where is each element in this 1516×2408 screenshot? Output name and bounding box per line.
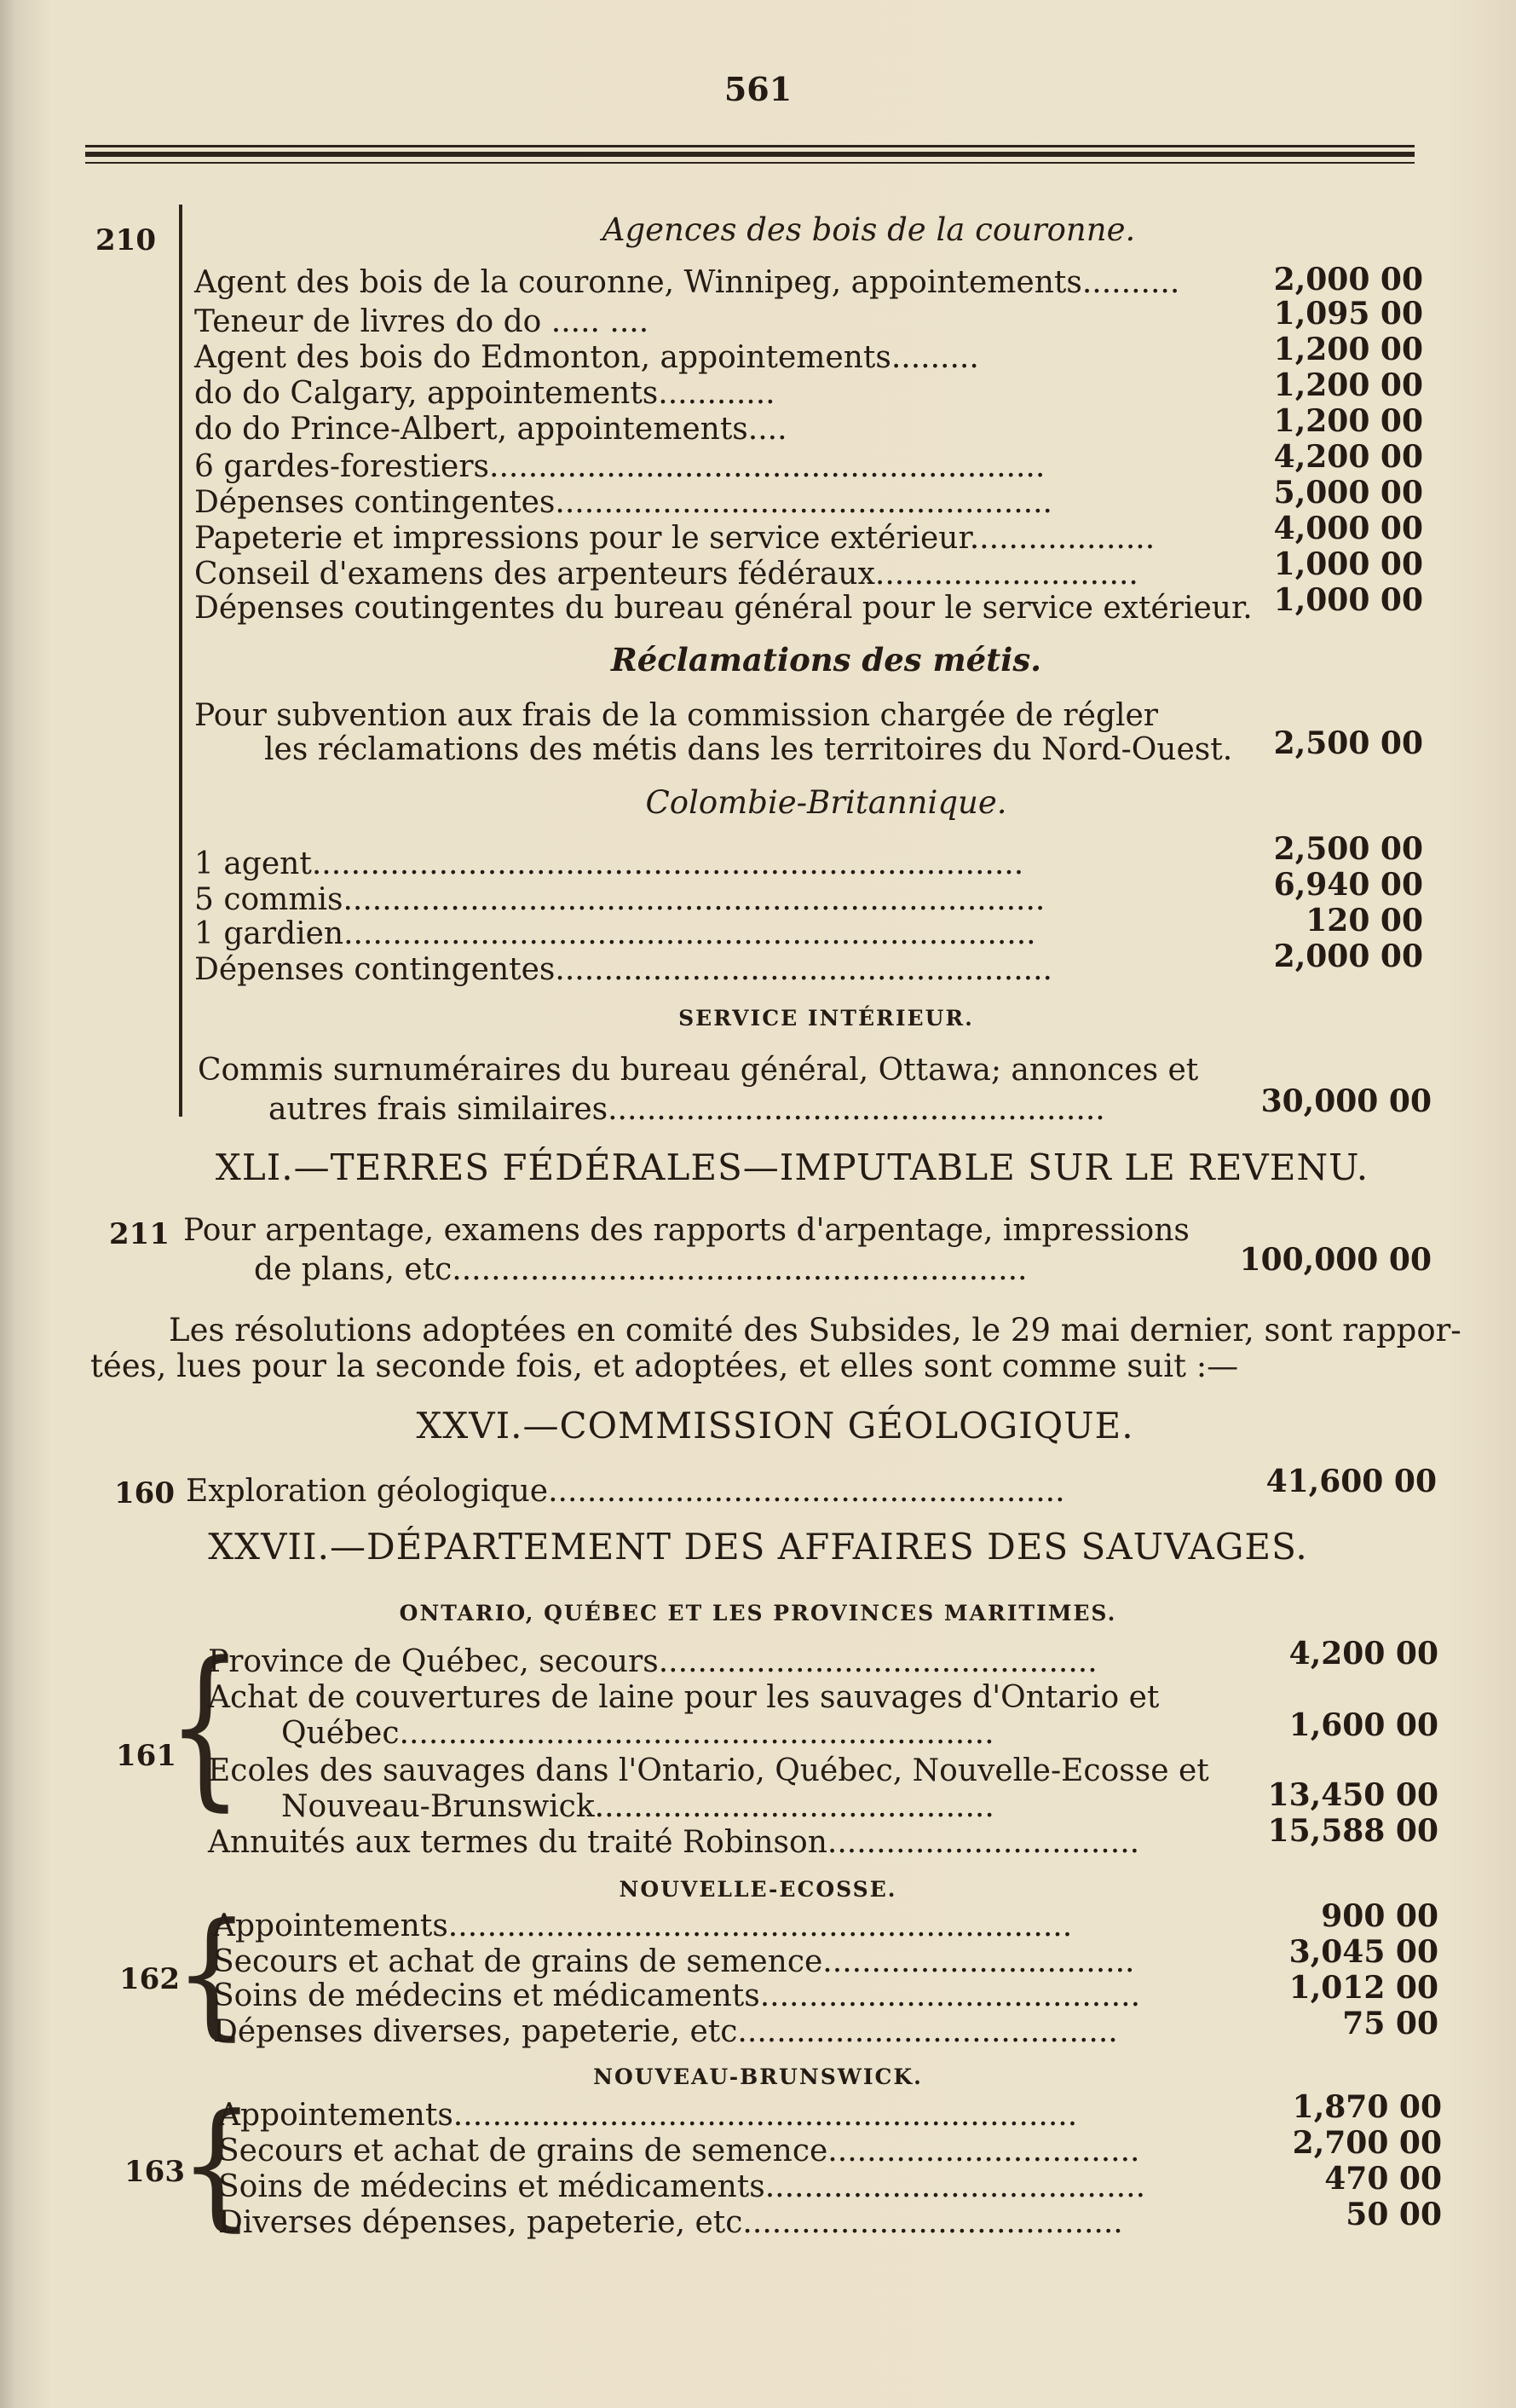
header-rule <box>85 162 1415 164</box>
amount: 1,200 00 <box>1273 332 1423 367</box>
line-item: Diverses dépenses, papeterie, etc....................................... <box>218 2205 1123 2240</box>
amount: 1,200 00 <box>1273 367 1423 403</box>
line-item: Appointements................................................................ <box>218 2098 1078 2133</box>
line-item: autres frais similaires................................................... <box>268 1092 1105 1127</box>
subsection-heading: NOUVEAU-BRUNSWICK. <box>593 2064 923 2089</box>
section-heading: XXVI.—COMMISSION GÉOLOGIQUE. <box>416 1405 1134 1447</box>
line-item: do do Prince-Albert, appointements.... <box>194 412 787 447</box>
line-item: Secours et achat de grains de semence................................ <box>213 1944 1135 1979</box>
section-heading: XXVII.—DÉPARTEMENT DES AFFAIRES DES SAUVAGES. <box>208 1526 1308 1568</box>
amount: 5,000 00 <box>1273 475 1423 511</box>
brace: { <box>174 1894 251 2054</box>
line-item: Nouveau-Brunswick......................................... <box>281 1789 994 1824</box>
line-item: Exploration géologique..................................................... <box>186 1474 1065 1509</box>
paragraph-line: tées, lues pour la seconde fois, et adoptées, et elles sont comme suit :— <box>90 1348 1239 1384</box>
amount: 41,600 00 <box>1265 1464 1437 1499</box>
amount: 30,000 00 <box>1260 1083 1432 1119</box>
line-item: 1 gardien....................................................................... <box>194 916 1036 951</box>
line-item: Dépenses contingentes................................................... <box>194 952 1052 987</box>
subsection-heading: Agences des bois de la couronne. <box>602 211 1136 248</box>
line-item: 1 agent......................................................................... <box>194 846 1024 881</box>
amount: 4,000 00 <box>1273 511 1423 546</box>
amount: 4,200 00 <box>1273 439 1423 475</box>
amount: 2,000 00 <box>1273 262 1423 297</box>
header-rule <box>85 152 1415 157</box>
amount: 100,000 00 <box>1239 1242 1432 1278</box>
amount: 1,095 00 <box>1273 296 1423 332</box>
line-item: 5 commis........................................................................ <box>194 882 1046 917</box>
line-item: 6 gardes-forestiers......................................................... <box>194 449 1046 484</box>
amount: 4,200 00 <box>1288 1636 1438 1672</box>
line-item: Annuités aux termes du traité Robinson................................ <box>208 1825 1140 1860</box>
brace: { <box>179 2085 256 2245</box>
page-number: 561 <box>723 70 793 108</box>
subsection-heading: NOUVELLE-ECOSSE. <box>619 1877 897 1902</box>
line-item: do do Calgary, appointements............ <box>194 376 775 411</box>
line-item: Commis surnuméraires du bureau général, Ottawa; annonces et <box>198 1053 1199 1088</box>
amount: 6,940 00 <box>1273 867 1423 903</box>
line-item: Province de Québec, secours............................................. <box>208 1644 1098 1679</box>
vote-number: 162 <box>119 1962 180 1996</box>
amount: 2,700 00 <box>1292 2125 1442 2161</box>
amount: 900 00 <box>1321 1898 1438 1934</box>
line-item: Achat de couvertures de laine pour les sauvages d'Ontario et <box>208 1680 1160 1715</box>
line-item: Pour subvention aux frais de la commission chargée de régler <box>194 698 1159 733</box>
line-item: Agent des bois do Edmonton, appointements......... <box>194 340 979 375</box>
subsection-heading: Réclamations des métis. <box>610 641 1042 679</box>
line-item: Dépenses contingentes................................................... <box>194 485 1052 520</box>
line-item: Ecoles des sauvages dans l'Ontario, Québec, Nouvelle-Ecosse et <box>208 1753 1209 1788</box>
line-item: Soins de médecins et médicaments....................................... <box>213 1978 1141 2013</box>
amount: 2,500 00 <box>1273 831 1423 867</box>
line-item: Teneur de livres do do ..... .... <box>194 304 649 339</box>
amount: 50 00 <box>1346 2197 1442 2232</box>
line-item: Québec............................................................. <box>281 1716 994 1751</box>
line-item: Dépenses diverses, papeterie, etc....................................... <box>213 2014 1118 2049</box>
vote-number: 161 <box>116 1739 176 1773</box>
amount: 3,045 00 <box>1288 1934 1438 1970</box>
line-item: Secours et achat de grains de semence................................ <box>218 2134 1140 2168</box>
amount: 1,870 00 <box>1292 2089 1442 2125</box>
vote-number: 211 <box>109 1217 170 1251</box>
header-rule <box>85 145 1415 147</box>
line-item: Agent des bois de la couronne, Winnipeg, appointements.......... <box>194 265 1180 300</box>
line-item: Conseil d'examens des arpenteurs fédéraux........................... <box>194 557 1138 592</box>
section-heading: XLI.—TERRES FÉDÉRALES—IMPUTABLE SUR LE REVENU. <box>215 1146 1369 1188</box>
subsection-heading: ONTARIO, QUÉBEC ET LES PROVINCES MARITIMES. <box>399 1601 1117 1626</box>
vote-number: 160 <box>114 1476 175 1510</box>
brace: { <box>167 1626 244 1828</box>
amount: 1,012 00 <box>1288 1970 1438 2006</box>
vote-number: 163 <box>124 2155 185 2189</box>
line-item: Pour arpentage, examens des rapports d'arpentage, impressions <box>183 1213 1190 1248</box>
subsection-heading: Colombie-Britannique. <box>645 784 1007 821</box>
amount: 1,000 00 <box>1273 546 1423 582</box>
line-item: Dépenses coutingentes du bureau général pour le service extérieur. <box>194 591 1253 626</box>
amount: 13,450 00 <box>1267 1777 1438 1813</box>
line-item: Papeterie et impressions pour le service extérieur................... <box>194 521 1156 556</box>
line-item: Soins de médecins et médicaments....................................... <box>218 2169 1146 2204</box>
amount: 75 00 <box>1342 2006 1438 2041</box>
amount: 15,588 00 <box>1267 1813 1438 1849</box>
amount: 2,000 00 <box>1273 938 1423 974</box>
vote-number: 210 <box>95 223 156 257</box>
line-item: de plans, etc........................................................... <box>254 1252 1028 1287</box>
line-item: Appointements................................................................ <box>213 1908 1073 1943</box>
paragraph-line: Les résolutions adoptées en comité des Subsides, le 29 mai dernier, sont rappor- <box>169 1312 1461 1348</box>
amount: 470 00 <box>1324 2161 1442 2197</box>
amount: 2,500 00 <box>1273 725 1423 761</box>
amount: 1,000 00 <box>1273 582 1423 618</box>
amount: 120 00 <box>1306 903 1423 938</box>
amount: 1,600 00 <box>1288 1707 1438 1743</box>
line-item: les réclamations des métis dans les territoires du Nord-Ouest. <box>264 732 1233 767</box>
amount: 1,200 00 <box>1273 403 1423 439</box>
subsection-heading: SERVICE INTÉRIEUR. <box>678 1006 974 1031</box>
